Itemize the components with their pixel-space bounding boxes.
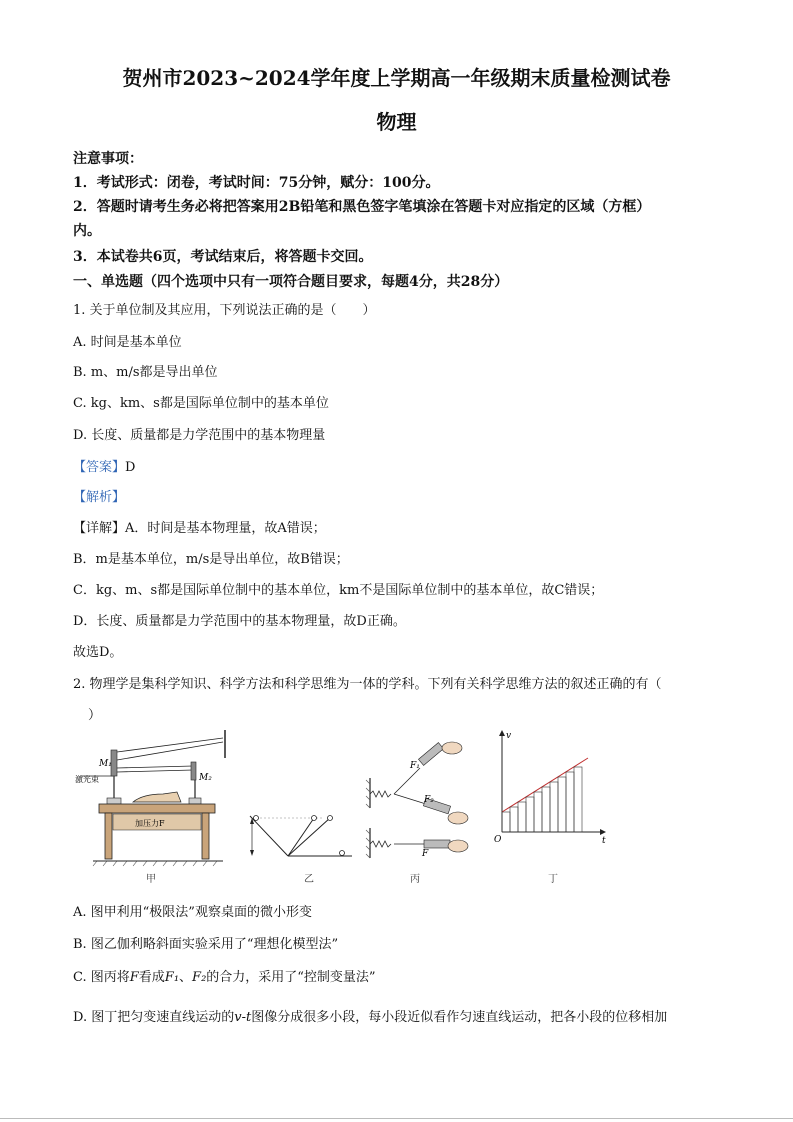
q2-option-d — [73, 1006, 667, 1025]
label-force: 加压力F — [135, 819, 165, 828]
section-heading: 一、单选题（四个选项中只有一项符合题目要求，每题4分，共28分） — [73, 274, 509, 290]
notice-heading: 注意事项： — [73, 151, 143, 167]
caption-bing: 丙 — [410, 874, 420, 885]
exam-title: 贺州市2023~2024学年度上学期高一年级期末质量检测试卷 — [122, 66, 671, 90]
option-c-mid: 看成 — [138, 970, 165, 985]
option-d-post: 图像分成很多小段，每小段近似看作匀速直线运动，把各小段的位移相加 — [251, 1010, 668, 1025]
page-bottom-divider — [0, 1118, 793, 1119]
label-f1: F₁ — [410, 761, 420, 771]
answer-value: D — [125, 460, 136, 475]
q1-detail-d: D．长度、质量都是力学范围中的基本物理量，故D正确。 — [73, 614, 406, 629]
label-origin: O — [494, 835, 502, 845]
q1-option-b: B. m、m/s都是导出单位 — [73, 365, 218, 380]
caption-ding: 丁 — [548, 874, 558, 885]
q2-stem: 2. 物理学是集科学知识、科学方法和科学思维为一体的学科。下列有关科学思维方法的叙述正确的有（ — [73, 677, 662, 692]
option-d-vt: v-t — [234, 1010, 252, 1025]
q2-option-c — [73, 966, 376, 985]
label-f2: F₂ — [424, 795, 434, 805]
q1-stem: 1. 关于单位制及其应用，下列说法正确的是（ ） — [73, 303, 376, 318]
q1-option-c: C. kg、km、s都是国际单位制中的基本单位 — [73, 396, 329, 411]
label-laser: 激光束 — [75, 775, 99, 784]
label-m1: M₁ — [99, 759, 112, 769]
caption-jia: 甲 — [146, 874, 156, 885]
q1-conclusion: 故选D。 — [73, 645, 123, 660]
q2-option-b: B. 图乙伽利略斜面实验采用了“理想化模型法” — [73, 937, 339, 952]
q1-detail-a — [73, 517, 326, 536]
answer-tag: 【答案】 — [73, 460, 126, 475]
option-c-pre: C. 图丙将 — [73, 970, 130, 985]
q1-detail-b: B．m是基本单位，m/s是导出单位，故B错误； — [73, 552, 349, 567]
label-m2: M₂ — [199, 773, 212, 783]
option-c-f2: F₂ — [192, 970, 207, 985]
q2-stem-end: ） — [88, 708, 102, 723]
analysis-tag: 【解析】 — [73, 490, 126, 505]
detail-a-text: A．时间是基本物理量，故A错误； — [125, 521, 326, 536]
figure-jia — [73, 728, 238, 868]
option-c-sep: 、 — [179, 970, 193, 985]
figure-yi — [244, 728, 354, 868]
figure-ding — [492, 728, 612, 868]
q1-option-a: A. 时间是基本单位 — [73, 335, 182, 350]
q1-detail-c: C．kg、m、s都是国际单位制中的基本单位，km不是国际单位制中的基本单位，故C错误； — [73, 583, 604, 598]
label-f: F — [422, 849, 429, 859]
subject-title: 物理 — [376, 110, 417, 134]
label-v: v — [506, 731, 512, 741]
q1-answer — [73, 456, 135, 475]
option-c-f1: F₁ — [164, 970, 180, 985]
notice-item-3: 3．本试卷共6页，考试结束后，将答题卡交回。 — [73, 249, 373, 265]
q2-option-a: A. 图甲利用“极限法”观察桌面的微小形变 — [73, 905, 312, 920]
notice-item-1: 1．考试形式：闭卷，考试时间：75分钟，赋分：100分。 — [73, 175, 440, 191]
figure-bing — [364, 728, 474, 868]
notice-item-2: 2．答题时请考生务必将把答案用2B铅笔和黑色签字笔填涂在答题卡对应指定的区域（方框） — [73, 199, 651, 215]
detail-tag: 【详解】 — [73, 521, 126, 536]
option-c-f: F — [129, 970, 139, 985]
label-t: t — [602, 836, 606, 846]
notice-item-2-cont: 内。 — [73, 223, 101, 239]
q1-option-d: D. 长度、质量都是力学范围中的基本物理量 — [73, 428, 326, 443]
option-d-pre: D. 图丁把匀变速直线运动的 — [73, 1010, 235, 1025]
caption-yi: 乙 — [304, 874, 314, 885]
option-c-post: 的合力，采用了“控制变量法” — [206, 970, 376, 985]
